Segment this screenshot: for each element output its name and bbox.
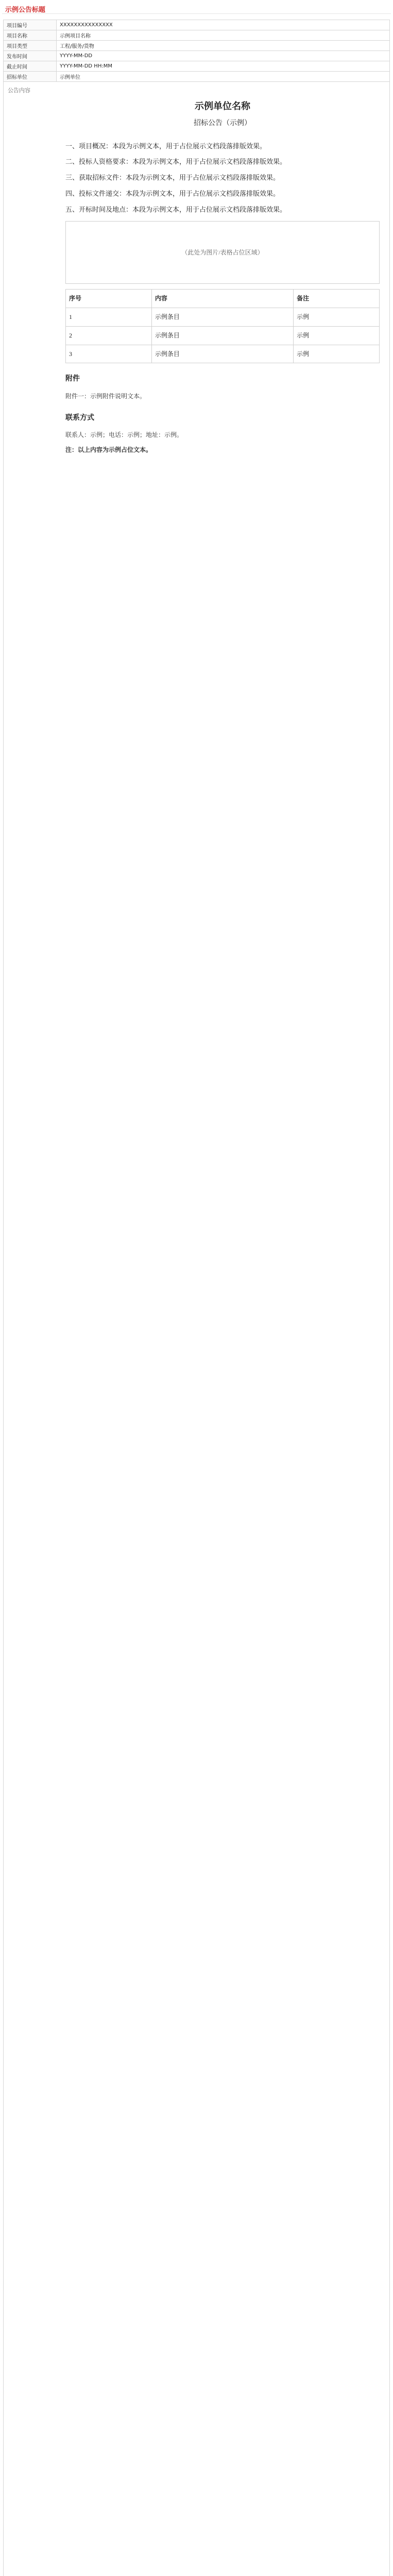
info-row — [4, 20, 390, 30]
info-key: 项目编号 — [4, 20, 57, 30]
table-header: 序号 — [66, 290, 152, 308]
info-key: 项目名称 — [4, 30, 57, 41]
info-value: XXXXXXXXXXXXXXX — [57, 20, 390, 30]
info-row — [4, 61, 390, 72]
table-row — [66, 326, 380, 345]
paragraph: 四、投标文件递交：本段为示例文本，用于占位展示文档段落排版效果。 — [65, 189, 280, 197]
info-value: 示例项目名称 — [57, 30, 390, 41]
table-cell: 示例 — [294, 345, 380, 363]
info-value: 工程/服务/货物 — [57, 41, 390, 51]
content-label: 公告内容 — [8, 87, 30, 94]
doc-title: 示例单位名称 — [195, 101, 250, 111]
image-placeholder — [65, 221, 380, 284]
section-text: 联系人：示例；电话：示例；地址：示例。 — [65, 431, 183, 439]
table-cell: 示例条目 — [151, 345, 293, 363]
doc-subtitle: 招标公告（示例） — [194, 120, 251, 128]
info-table — [3, 20, 390, 82]
section-title: 附件 — [65, 375, 80, 383]
table-cell: 3 — [66, 345, 152, 363]
paragraph: 二、投标人资格要求：本段为示例文本，用于占位展示文档段落排版效果。 — [65, 158, 287, 166]
content-cell — [3, 81, 390, 2576]
info-value: 示例单位 — [57, 72, 390, 82]
info-value: YYYY-MM-DD — [57, 51, 390, 61]
info-row — [4, 41, 390, 51]
table-cell: 示例 — [294, 326, 380, 345]
image-placeholder-caption: （此处为图片/表格占位区域） — [181, 248, 264, 256]
page-title: 示例公告标题 — [5, 6, 46, 14]
info-row — [4, 72, 390, 82]
table-header: 备注 — [294, 290, 380, 308]
info-value: YYYY-MM-DD HH:MM — [57, 61, 390, 72]
section-text: 附件一：示例附件说明文本。 — [65, 393, 146, 400]
info-key: 招标单位 — [4, 72, 57, 82]
info-key: 发布时间 — [4, 51, 57, 61]
table-cell: 2 — [66, 326, 152, 345]
table-cell: 示例条目 — [151, 308, 293, 327]
table-header-row — [66, 290, 380, 308]
info-key: 项目类型 — [4, 41, 57, 51]
section-title: 联系方式 — [65, 414, 94, 422]
info-row — [4, 30, 390, 41]
table-cell: 示例条目 — [151, 326, 293, 345]
note: 注：以上内容为示例占位文本。 — [65, 446, 152, 454]
data-table — [65, 289, 380, 363]
table-header: 内容 — [151, 290, 293, 308]
paragraph: 一、项目概况：本段为示例文本，用于占位展示文档段落排版效果。 — [65, 142, 267, 150]
table-row — [66, 345, 380, 363]
info-key: 截止时间 — [4, 61, 57, 72]
paragraph: 三、获取招标文件：本段为示例文本，用于占位展示文档段落排版效果。 — [65, 174, 280, 182]
document — [65, 92, 380, 459]
paragraph: 五、开标时间及地点：本段为示例文本，用于占位展示文档段落排版效果。 — [65, 205, 287, 213]
table-row — [66, 308, 380, 327]
table-cell: 示例 — [294, 308, 380, 327]
table-cell: 1 — [66, 308, 152, 327]
title-bar — [2, 3, 391, 14]
info-row — [4, 51, 390, 61]
